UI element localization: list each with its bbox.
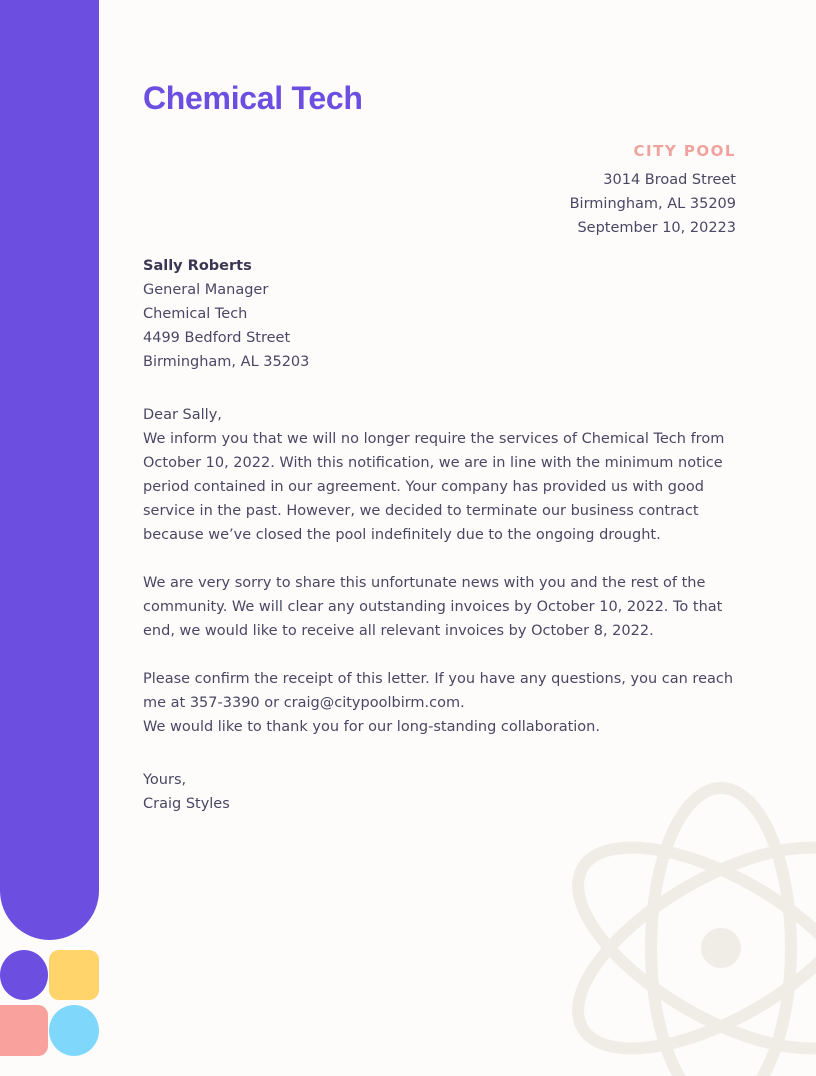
recipient-address-block xyxy=(143,254,309,374)
sidebar-decoration xyxy=(0,0,99,940)
yellow-square-shape xyxy=(49,950,99,1000)
body-paragraph-3: Please confirm the receipt of this letter. If you have any questions, you can reach me at 357-3390 or craig@citypoolbirm.com. We would like to thank you for our long-standing collaboration. xyxy=(143,671,734,735)
body-paragraph-2: We are very sorry to share this unfortunate news with you and the rest of the community. We will clear any outstanding invoices by October 10, 2022. To that end, we would like to receive all relevant invoices by October 8, 2022. xyxy=(143,575,723,639)
sender-street: 3014 Broad Street xyxy=(603,172,736,188)
sender-city: Birmingham, AL 35209 xyxy=(569,196,736,212)
company-title: Chemical Tech xyxy=(143,80,363,116)
letter-body xyxy=(143,403,743,816)
recipient-company: Chemical Tech xyxy=(143,306,248,322)
pink-square-shape xyxy=(0,1005,48,1056)
recipient-street: 4499 Bedford Street xyxy=(143,330,291,346)
atom-icon xyxy=(556,776,816,1076)
letter-date: September 10, 20223 xyxy=(577,220,736,236)
closing: Yours, xyxy=(143,772,187,788)
signature-name: Craig Styles xyxy=(143,796,230,812)
greeting: Dear Sally, xyxy=(143,407,222,423)
purple-circle-shape xyxy=(0,950,48,1000)
body-paragraph-1: We inform you that we will no longer require the services of Chemical Tech from October 10, 2022. With this notification, we are in line with the minimum notice period contained in our agreement. Your company has provided us with good service in the past. However, we decided to terminate our business contract because we’ve closed the pool indefinitely due to the ongoing drought. xyxy=(143,431,725,543)
sender-address-block xyxy=(570,140,736,240)
recipient-name: Sally Roberts xyxy=(143,258,252,274)
blue-circle-shape xyxy=(49,1005,99,1056)
recipient-city: Birmingham, AL 35203 xyxy=(143,354,310,370)
sender-organization: CITY POOL xyxy=(633,142,736,160)
recipient-title: General Manager xyxy=(143,282,269,298)
